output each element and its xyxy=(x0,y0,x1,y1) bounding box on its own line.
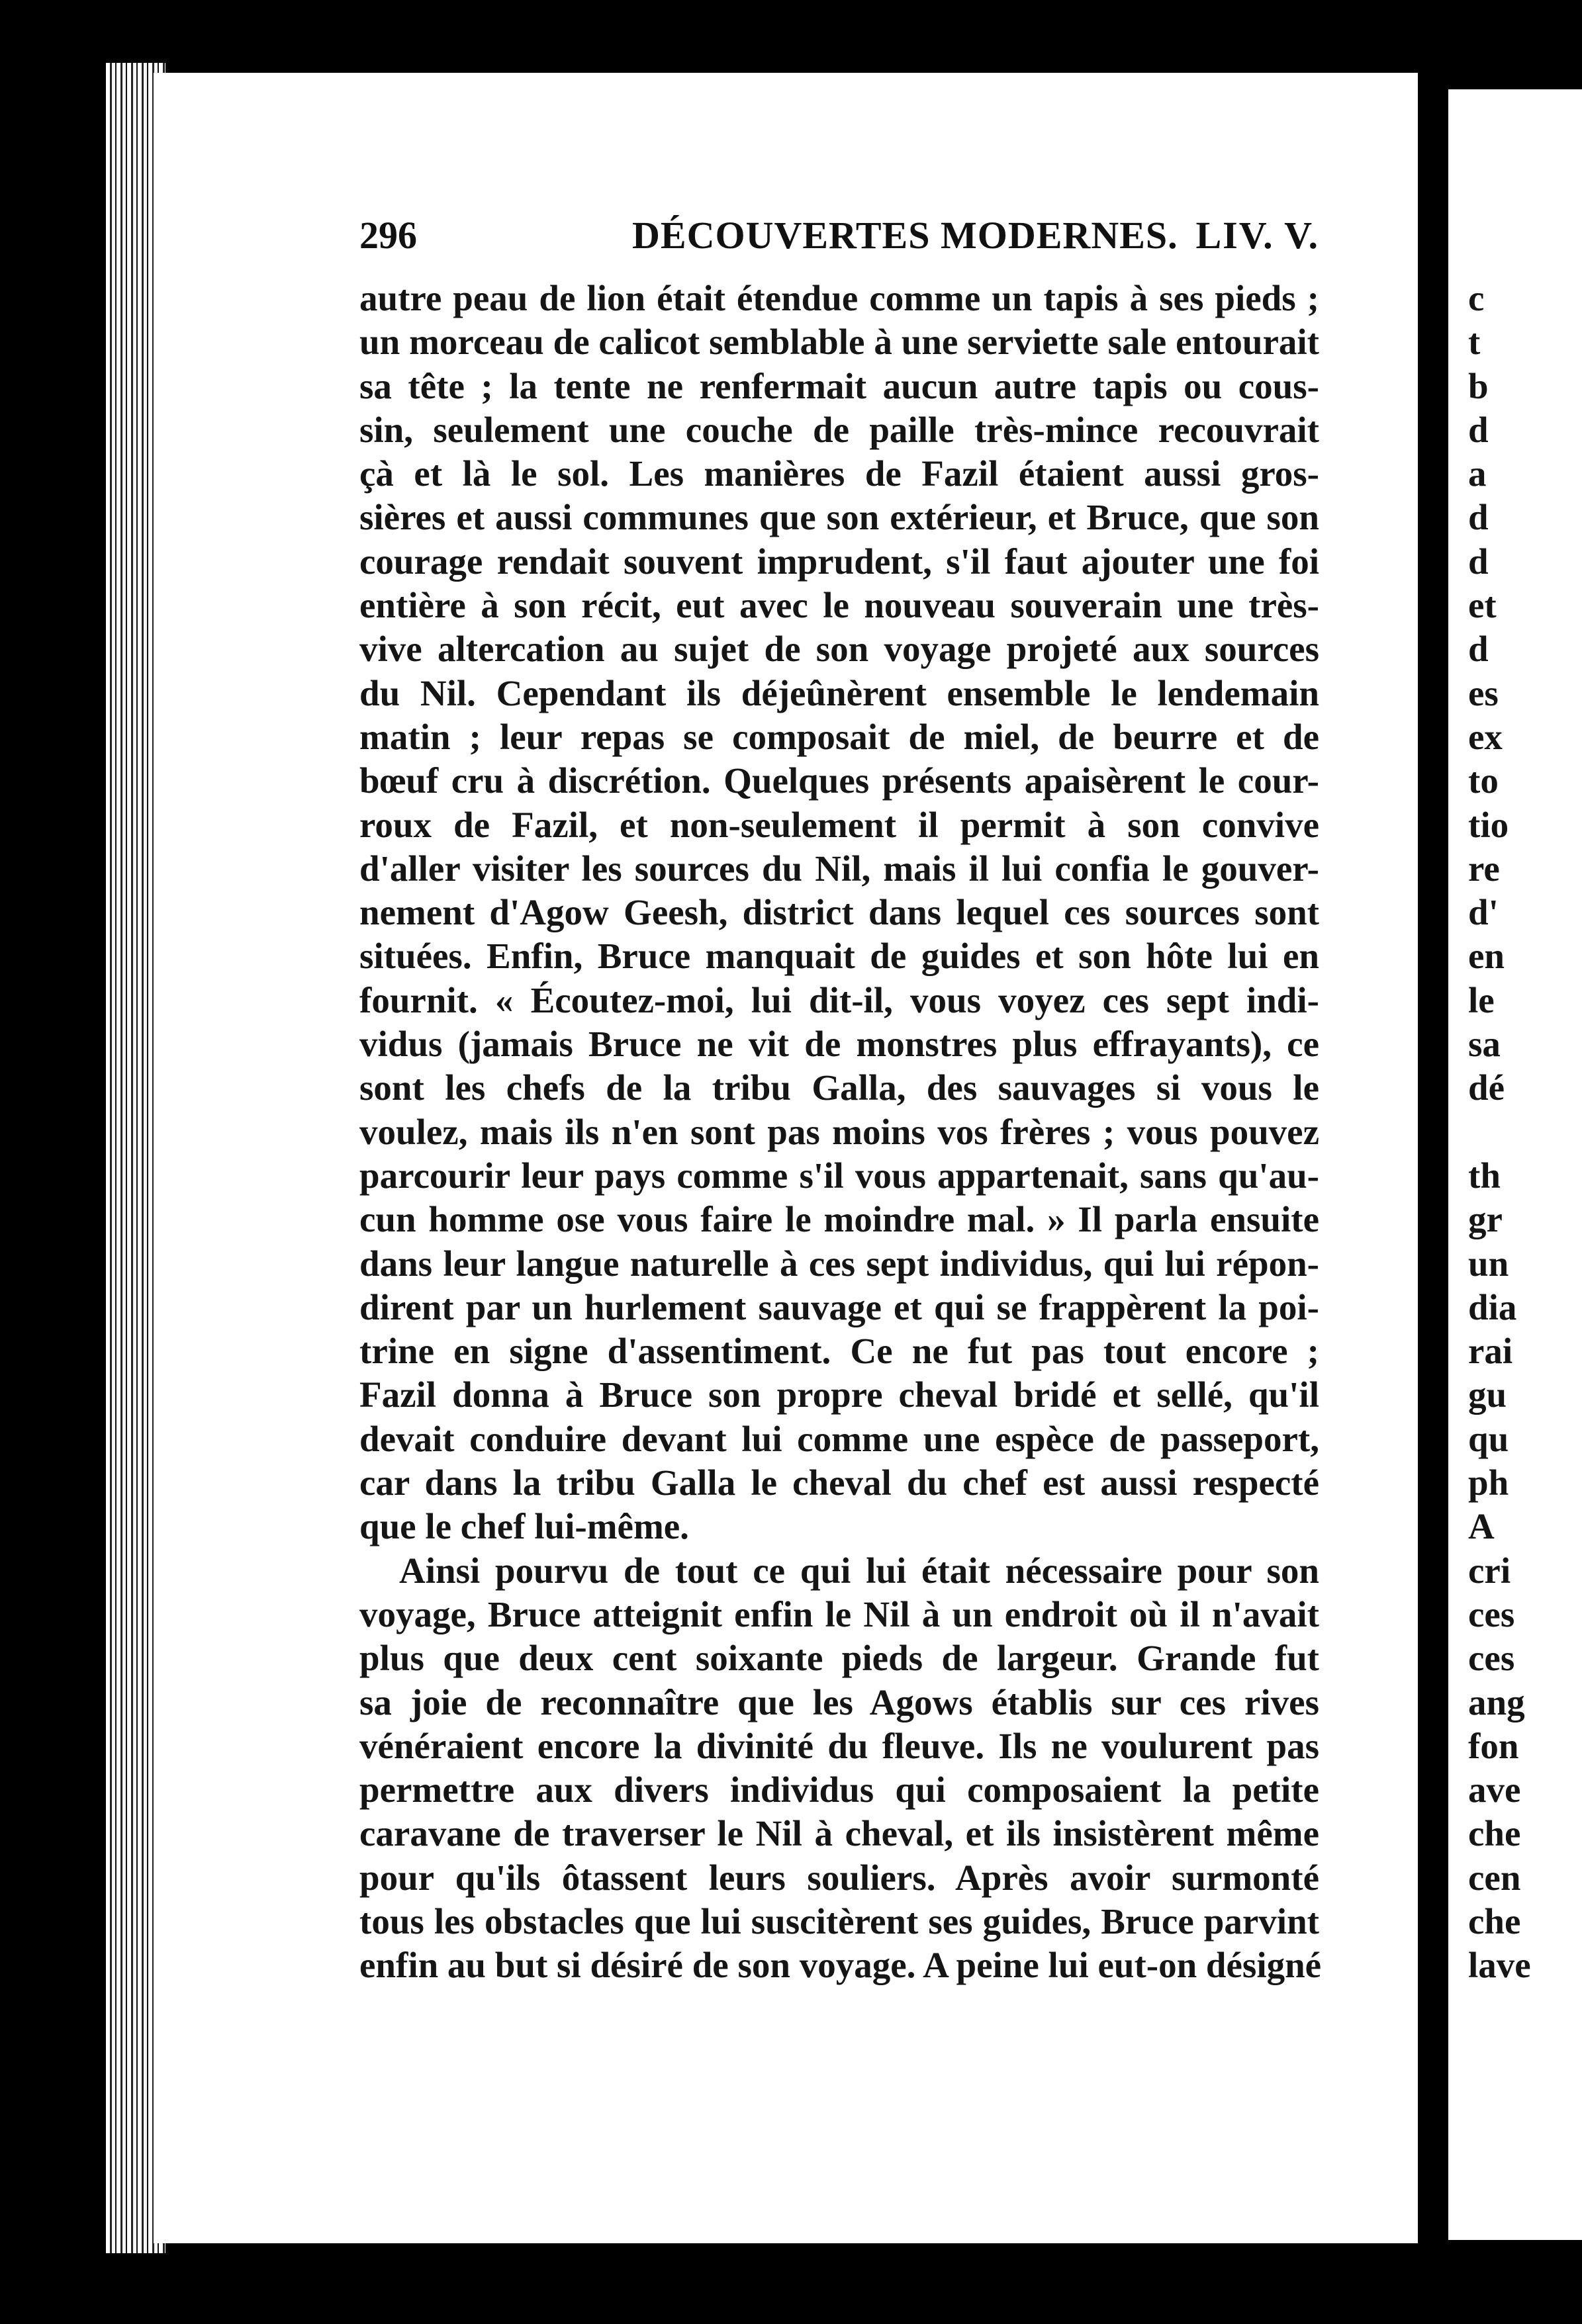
text-line: cun homme ose vous faire le moindre mal. » Il parla ensuite xyxy=(359,1199,1319,1240)
text-line: enfin au but si désiré de son voyage. A peine lui eut-on désigné xyxy=(359,1945,1322,1986)
text-line: dans leur langue naturelle à ces sept individus, qui lui répon- xyxy=(359,1243,1319,1284)
text-line: voulez, mais ils n'en sont pas moins vos frères ; vous pouvez xyxy=(359,1111,1319,1152)
text-line: Fazil donna à Bruce son propre cheval bridé et sellé, qu'il xyxy=(359,1374,1319,1415)
facing-line-fragment: sa xyxy=(1468,1024,1501,1065)
facing-line-fragment: qu xyxy=(1468,1418,1509,1459)
facing-line-fragment: ang xyxy=(1468,1681,1525,1722)
text-line: matin ; leur repas se composait de miel, de beurre et de xyxy=(359,716,1319,757)
facing-line-fragment: gr xyxy=(1468,1199,1503,1240)
page-number: 296 xyxy=(359,214,417,257)
gutter xyxy=(1418,73,1448,2243)
facing-line-fragment: le xyxy=(1468,979,1495,1020)
text-line: vive altercation au sujet de son voyage projeté aux sources xyxy=(359,629,1319,670)
text-line: courage rendait souvent imprudent, s'il faut ajouter une foi xyxy=(359,541,1319,582)
facing-line-fragment: c xyxy=(1468,278,1485,318)
text-line: sin, seulement une couche de paille très-mince recouvrait xyxy=(359,409,1319,450)
text-line: Ainsi pourvu de tout ce qui lui était nécessaire pour son xyxy=(399,1550,1319,1591)
facing-line-fragment xyxy=(1448,1110,1531,1154)
facing-line-fragment: tio xyxy=(1468,804,1509,845)
text-line: sières et aussi communes que son extérieur, et Bruce, que son xyxy=(359,497,1319,538)
facing-line-fragment: re xyxy=(1468,848,1500,889)
facing-line-fragment: cen xyxy=(1468,1857,1521,1898)
text-line: vénéraient encore la divinité du fleuve. Ils ne voulurent pas xyxy=(359,1725,1319,1766)
text-line: pour qu'ils ôtassent leurs souliers. Après avoir surmonté xyxy=(359,1857,1319,1898)
facing-line-fragment: a xyxy=(1468,453,1487,494)
text-line: parcourir leur pays comme s'il vous appartenait, sans qu'au- xyxy=(359,1155,1319,1196)
facing-page xyxy=(1448,89,1582,2240)
text-line: çà et là le sol. Les manières de Fazil étaient aussi gros- xyxy=(359,453,1319,494)
text-line: voyage, Bruce atteignit enfin le Nil à un endroit où il n'avait xyxy=(359,1593,1319,1634)
facing-line-fragment: ex xyxy=(1468,716,1503,757)
text-line: caravane de traverser le Nil à cheval, et ils insistèrent même xyxy=(359,1813,1319,1854)
text-line: plus que deux cent soixante pieds de largeur. Grande fut xyxy=(359,1638,1319,1679)
facing-line-fragment: es xyxy=(1468,672,1499,713)
text-line: un morceau de calicot semblable à une serviette sale entourait xyxy=(359,322,1319,363)
facing-line-fragment: lave xyxy=(1468,1945,1531,1986)
text-line: sont les chefs de la tribu Galla, des sauvages si vous le xyxy=(359,1067,1319,1108)
text-line: nement d'Agow Geesh, district dans lequel ces sources sont xyxy=(359,892,1319,933)
text-line: vidus (jamais Bruce ne vit de monstres plus effrayants), ce xyxy=(359,1024,1319,1065)
text-line: devait conduire devant lui comme une espèce de passeport, xyxy=(359,1418,1319,1459)
facing-line-fragment: un xyxy=(1468,1243,1509,1284)
facing-line-fragment: che xyxy=(1468,1900,1521,1942)
text-line: que le chef lui-même. xyxy=(359,1506,689,1547)
text-line: d'aller visiter les sources du Nil, mais il lui confia le gouver- xyxy=(359,848,1319,889)
facing-line-fragment: d xyxy=(1468,409,1489,450)
text-line: autre peau de lion était étendue comme un tapis à ses pieds ; xyxy=(359,278,1319,318)
facing-line-fragment: ave xyxy=(1468,1769,1521,1810)
text-line: roux de Fazil, et non-seulement il permit à son convive xyxy=(359,804,1319,845)
text-line: car dans la tribu Galla le cheval du chef est aussi respecté xyxy=(359,1462,1319,1503)
facing-line-fragment: dia xyxy=(1468,1286,1517,1327)
facing-line-fragment: gu xyxy=(1468,1374,1507,1415)
facing-line-fragment: A xyxy=(1468,1506,1495,1547)
facing-line-fragment: to xyxy=(1468,760,1499,801)
running-header xyxy=(359,213,1319,266)
facing-line-fragment: che xyxy=(1468,1813,1521,1854)
section-label: LIV. V. xyxy=(1195,214,1319,257)
text-line: trine en signe d'assentiment. Ce ne fut pas tout encore ; xyxy=(359,1331,1319,1372)
text-line: fournit. « Écoutez-moi, lui dit-il, vous voyez ces sept indi- xyxy=(359,979,1319,1020)
text-line: permettre aux divers individus qui composaient la petite xyxy=(359,1769,1319,1810)
facing-line-fragment: en xyxy=(1468,936,1505,977)
facing-line-fragment: cri xyxy=(1468,1550,1511,1591)
facing-line-fragment: rai xyxy=(1468,1331,1513,1372)
facing-line-fragment: d xyxy=(1468,541,1489,582)
text-line: entière à son récit, eut avec le nouveau souverain une très- xyxy=(359,585,1319,626)
facing-line-fragment: d xyxy=(1468,497,1489,538)
text-line: dirent par un hurlement sauvage et qui se frappèrent la poi- xyxy=(359,1286,1319,1327)
facing-line-fragment: ces xyxy=(1468,1593,1515,1634)
facing-line-fragment: d xyxy=(1468,629,1489,670)
text-line: tous les obstacles que lui suscitèrent ses guides, Bruce parvint xyxy=(359,1900,1319,1942)
facing-line-fragment: b xyxy=(1468,365,1489,406)
running-title: DÉCOUVERTES MODERNES. xyxy=(632,214,1178,257)
text-line: situées. Enfin, Bruce manquait de guides et son hôte lui en xyxy=(359,936,1319,977)
text-line: bœuf cru à discrétion. Quelques présents apaisèrent le cour- xyxy=(359,760,1319,801)
facing-line-fragment: t xyxy=(1468,322,1481,363)
facing-line-fragment: ces xyxy=(1468,1638,1515,1679)
facing-line-fragment: d' xyxy=(1468,892,1499,933)
facing-line-fragment: fon xyxy=(1468,1725,1519,1766)
text-line: sa tête ; la tente ne renfermait aucun autre tapis ou cous- xyxy=(359,365,1319,406)
facing-page-text xyxy=(1448,277,1531,1988)
facing-line-fragment: et xyxy=(1468,585,1497,626)
facing-line-fragment: ph xyxy=(1468,1462,1509,1503)
body-text xyxy=(359,277,1322,1988)
text-line: sa joie de reconnaître que les Agows établis sur ces rives xyxy=(359,1681,1319,1722)
text-line: du Nil. Cependant ils déjeûnèrent ensemble le lendemain xyxy=(359,672,1319,713)
facing-line-fragment: th xyxy=(1468,1155,1501,1196)
facing-line-fragment: dé xyxy=(1468,1067,1505,1108)
